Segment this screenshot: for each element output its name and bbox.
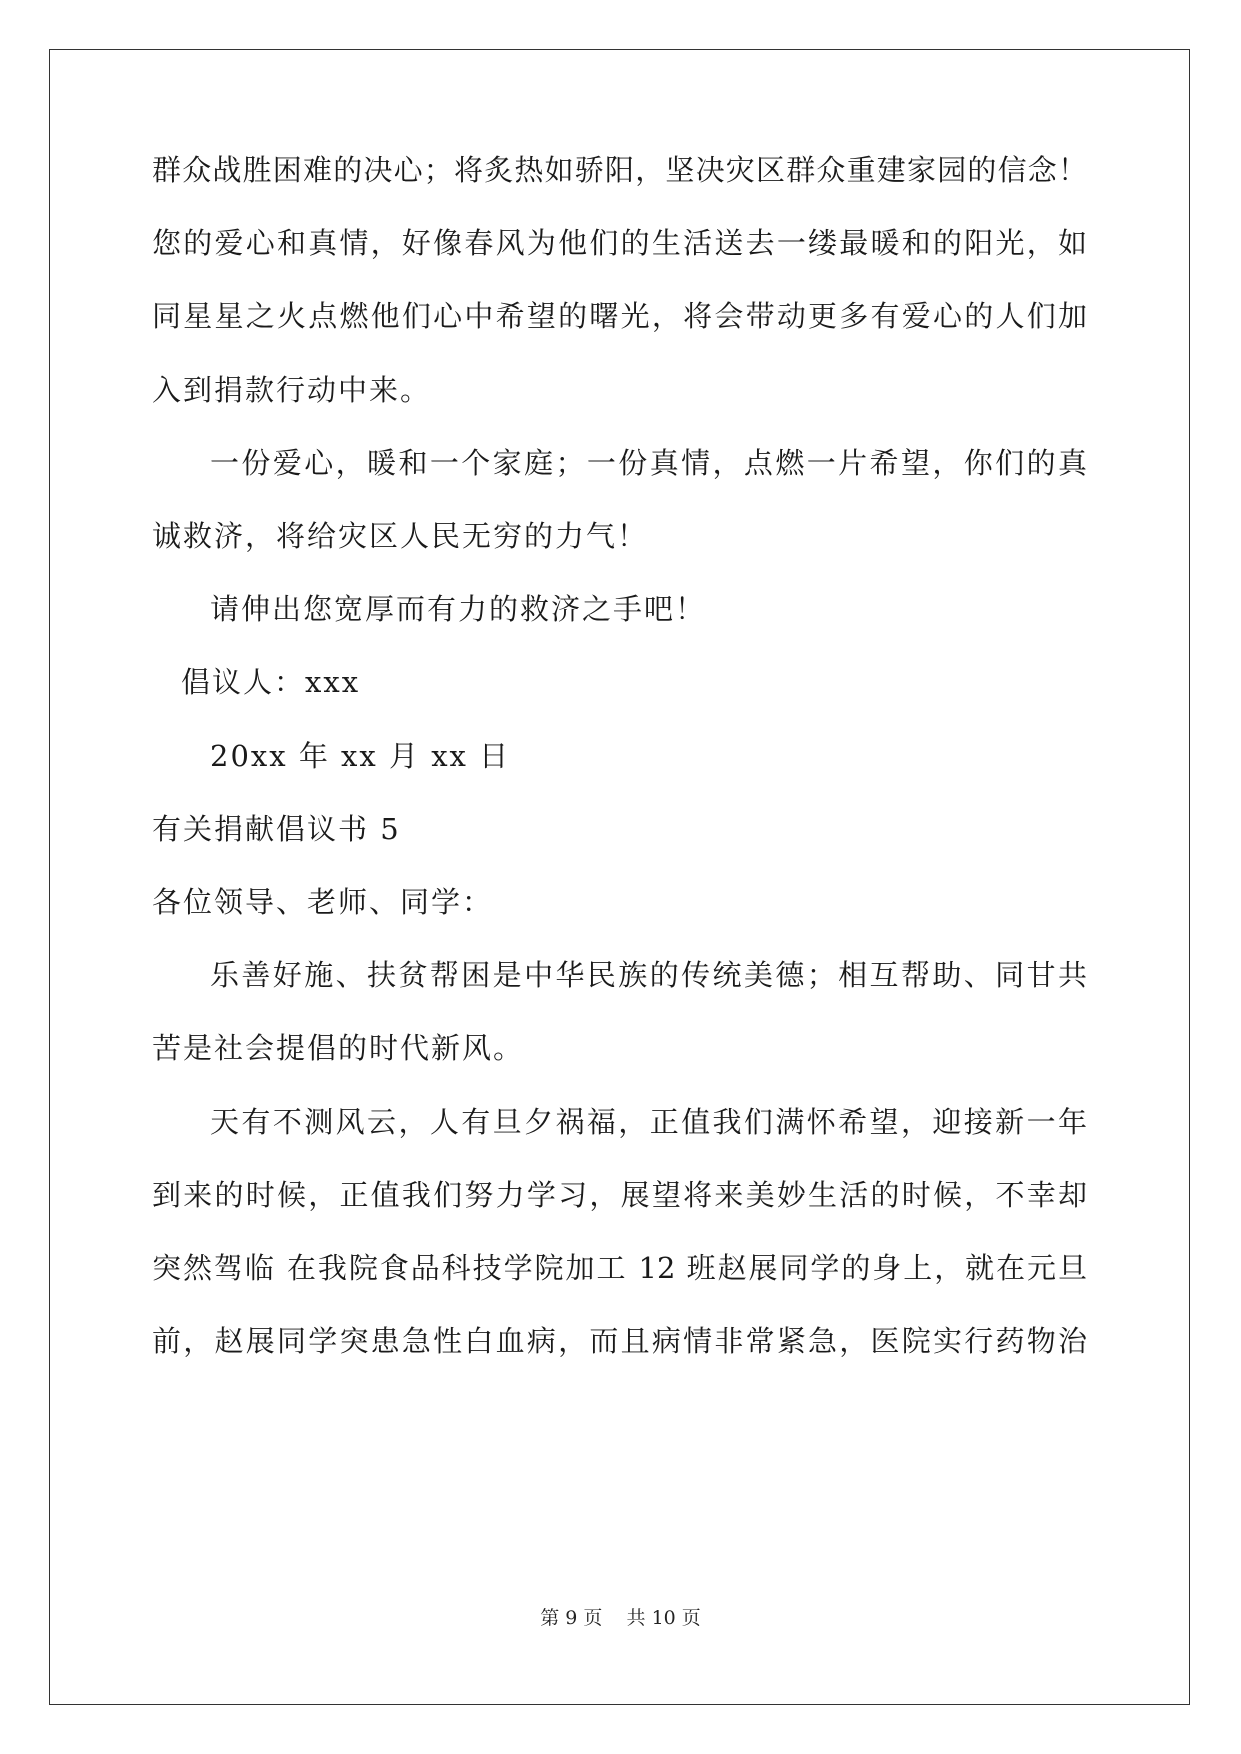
page-number-footer: 第 9 页 共 10 页 bbox=[540, 1607, 701, 1629]
text-line: 突然驾临 在我院食品科技学院加工 12 班赵展同学的身上，就在元旦 bbox=[152, 1251, 1087, 1285]
text-line: 倡议人：xxx bbox=[181, 665, 361, 700]
text-line: 诚救济，将给灾区人民无穷的力气！ bbox=[152, 519, 649, 553]
text-line: 乐善好施、扶贫帮困是中华民族的传统美德；相互帮助、同甘共 bbox=[210, 958, 1087, 993]
text-line: 入到捐款行动中来。 bbox=[152, 372, 432, 407]
text-line: 群众战胜困难的决心；将炙热如骄阳，坚决灾区群众重建家园的信念！ bbox=[152, 153, 1087, 187]
text-line: 同星星之火点燃他们心中希望的曙光，将会带动更多有爱心的人们加 bbox=[152, 299, 1087, 334]
text-line: 有关捐献倡议书 5 bbox=[152, 811, 401, 846]
text-line: 请伸出您宽厚而有力的救济之手吧！ bbox=[210, 592, 707, 627]
text-line: 天有不测风云，人有旦夕祸福，正值我们满怀希望，迎接新一年 bbox=[210, 1104, 1087, 1139]
text-line: 前，赵展同学突患急性白血病，而且病情非常紧急，医院实行药物治 bbox=[152, 1324, 1087, 1359]
text-line: 各位领导、老师、同学： bbox=[152, 885, 494, 919]
text-line: 20xx 年 xx 月 xx 日 bbox=[210, 738, 511, 773]
text-line: 苦是社会提倡的时代新风。 bbox=[152, 1031, 525, 1066]
text-line: 到来的时候，正值我们努力学习，展望将来美妙生活的时候，不幸却 bbox=[152, 1177, 1087, 1212]
text-line: 一份爱心，暖和一个家庭；一份真情，点燃一片希望，你们的真 bbox=[210, 445, 1087, 480]
text-line: 您的爱心和真情，好像春风为他们的生活送去一缕最暖和的阳光，如 bbox=[152, 226, 1087, 261]
